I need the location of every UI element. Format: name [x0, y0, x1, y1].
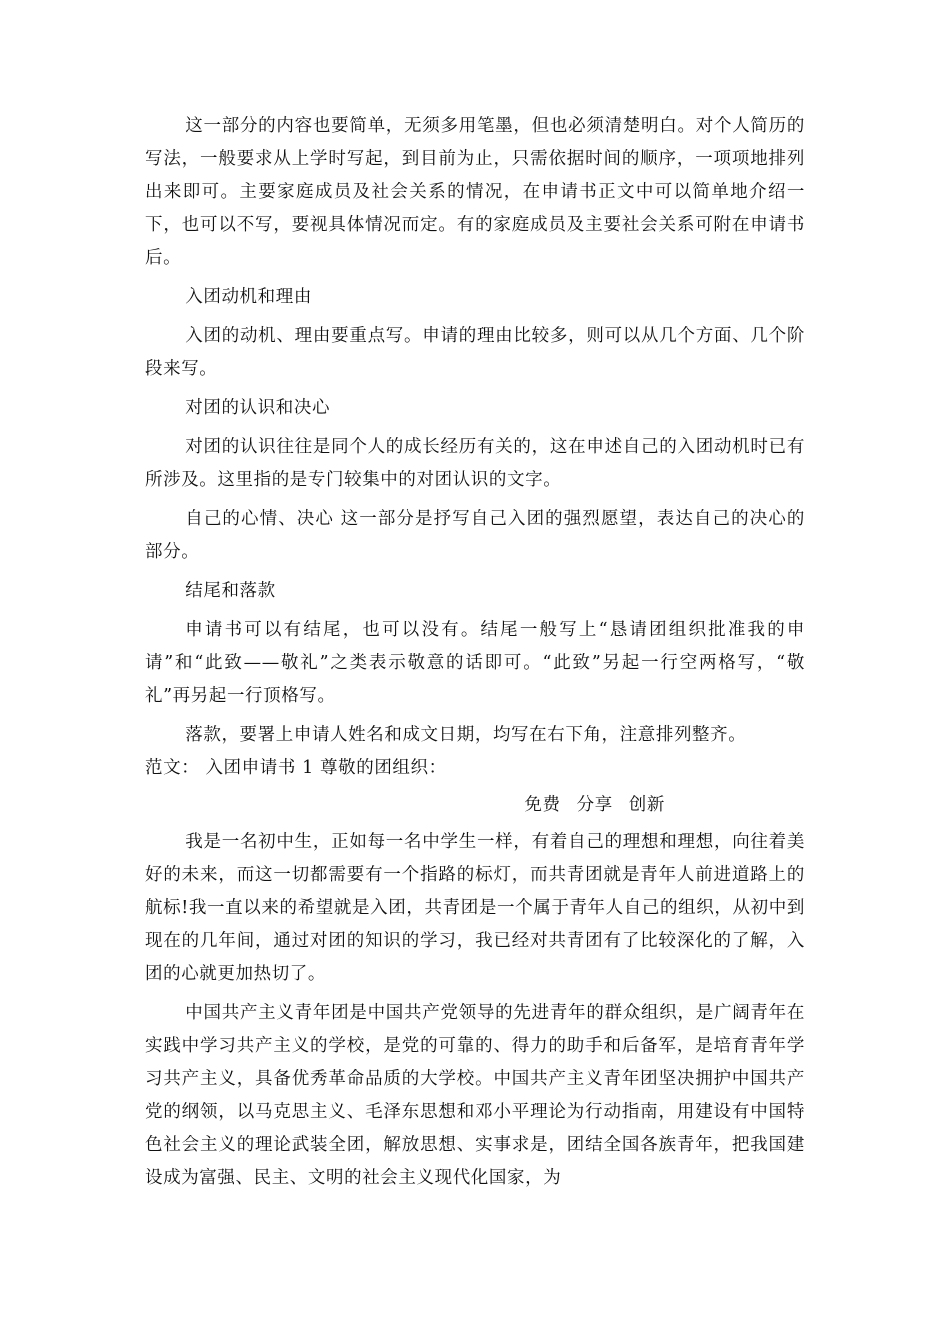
upper-text-block [145, 110, 805, 1195]
sample-heading: 范文： 入团申请书 1 尊敬的团组织： [145, 758, 447, 778]
slogan-word: 创新 [628, 795, 665, 815]
paragraph-determination: 自己的心情、决心 这一部分是抒写自己入团的强烈愿望，表达自己的决心的部分。 [145, 509, 805, 562]
paragraph-sample-1: 我是一名初中生，正如每一名中学生一样，有着自己的理想和理想，向往着美好的未来，而这一切都需要有一个指路的标灯，而共青团就是青年人前进道路上的航标!我一直以来的希望就是入团，共青团是一个属于青年人自己的组织，从初中到现在的几年间，通过对团的知识的学习，我已经对共青团有了比较深化的了解，入团的心就更加热切了。 [145, 832, 805, 984]
paragraph-ending: 申请书可以有结尾，也可以没有。结尾一般写上“恳请团组织批准我的申请”和“此致——敬礼”之类表示敬意的话即可。“此致”另起一行空两格写，“敬礼”再另起一行顶格写。 [145, 620, 805, 706]
paragraph-signature: 落款，要署上申请人姓名和成文日期，均写在右下角，注意排列整齐。 [185, 725, 747, 745]
slogan-word: 免费 [524, 795, 561, 815]
heading-motivation: 入团动机和理由 [185, 287, 312, 307]
slogan-line [145, 789, 805, 822]
paragraph-resume: 这一部分的内容也要简单，无须多用笔墨，但也必须清楚明白。对个人简历的写法，一般要求从上学时写起，到目前为止，只需依据时间的顺序，一项项地排列出来即可。主要家庭成员及社会关系的情况，在申请书正文中可以简单地介绍一下，也可以不写，要视具体情况而定。有的家庭成员及主要社会关系可附在申请书后。 [145, 116, 805, 268]
heading-understanding: 对团的认识和决心 [185, 398, 331, 418]
paragraph-understanding: 对团的认识往往是同个人的成长经历有关的，这在申述自己的入团动机时已有所涉及。这里指的是专门较集中的对团认识的文字。 [145, 437, 805, 490]
paragraph-sample-2: 中国共产主义青年团是中国共产党领导的先进青年的群众组织，是广阔青年在实践中学习共产主义的学校，是党的可靠的、得力的助手和后备军，是培育青年学习共产主义，具备优秀革命品质的大学校。中国共产主义青年团坚决拥护中国共产党的纲领，以马克思主义、毛泽东思想和邓小平理论为行动指南，用建设有中国特色社会主义的理论武装全团，解放思想、实事求是，团结全国各族青年，把我国建设成为富强、民主、文明的社会主义现代化国家，为 [145, 1003, 805, 1188]
slogan-word: 分享 [576, 795, 613, 815]
heading-ending: 结尾和落款 [185, 581, 276, 601]
paragraph-motivation: 入团的动机、理由要重点写。申请的理由比较多，则可以从几个方面、几个阶段来写。 [145, 326, 805, 379]
